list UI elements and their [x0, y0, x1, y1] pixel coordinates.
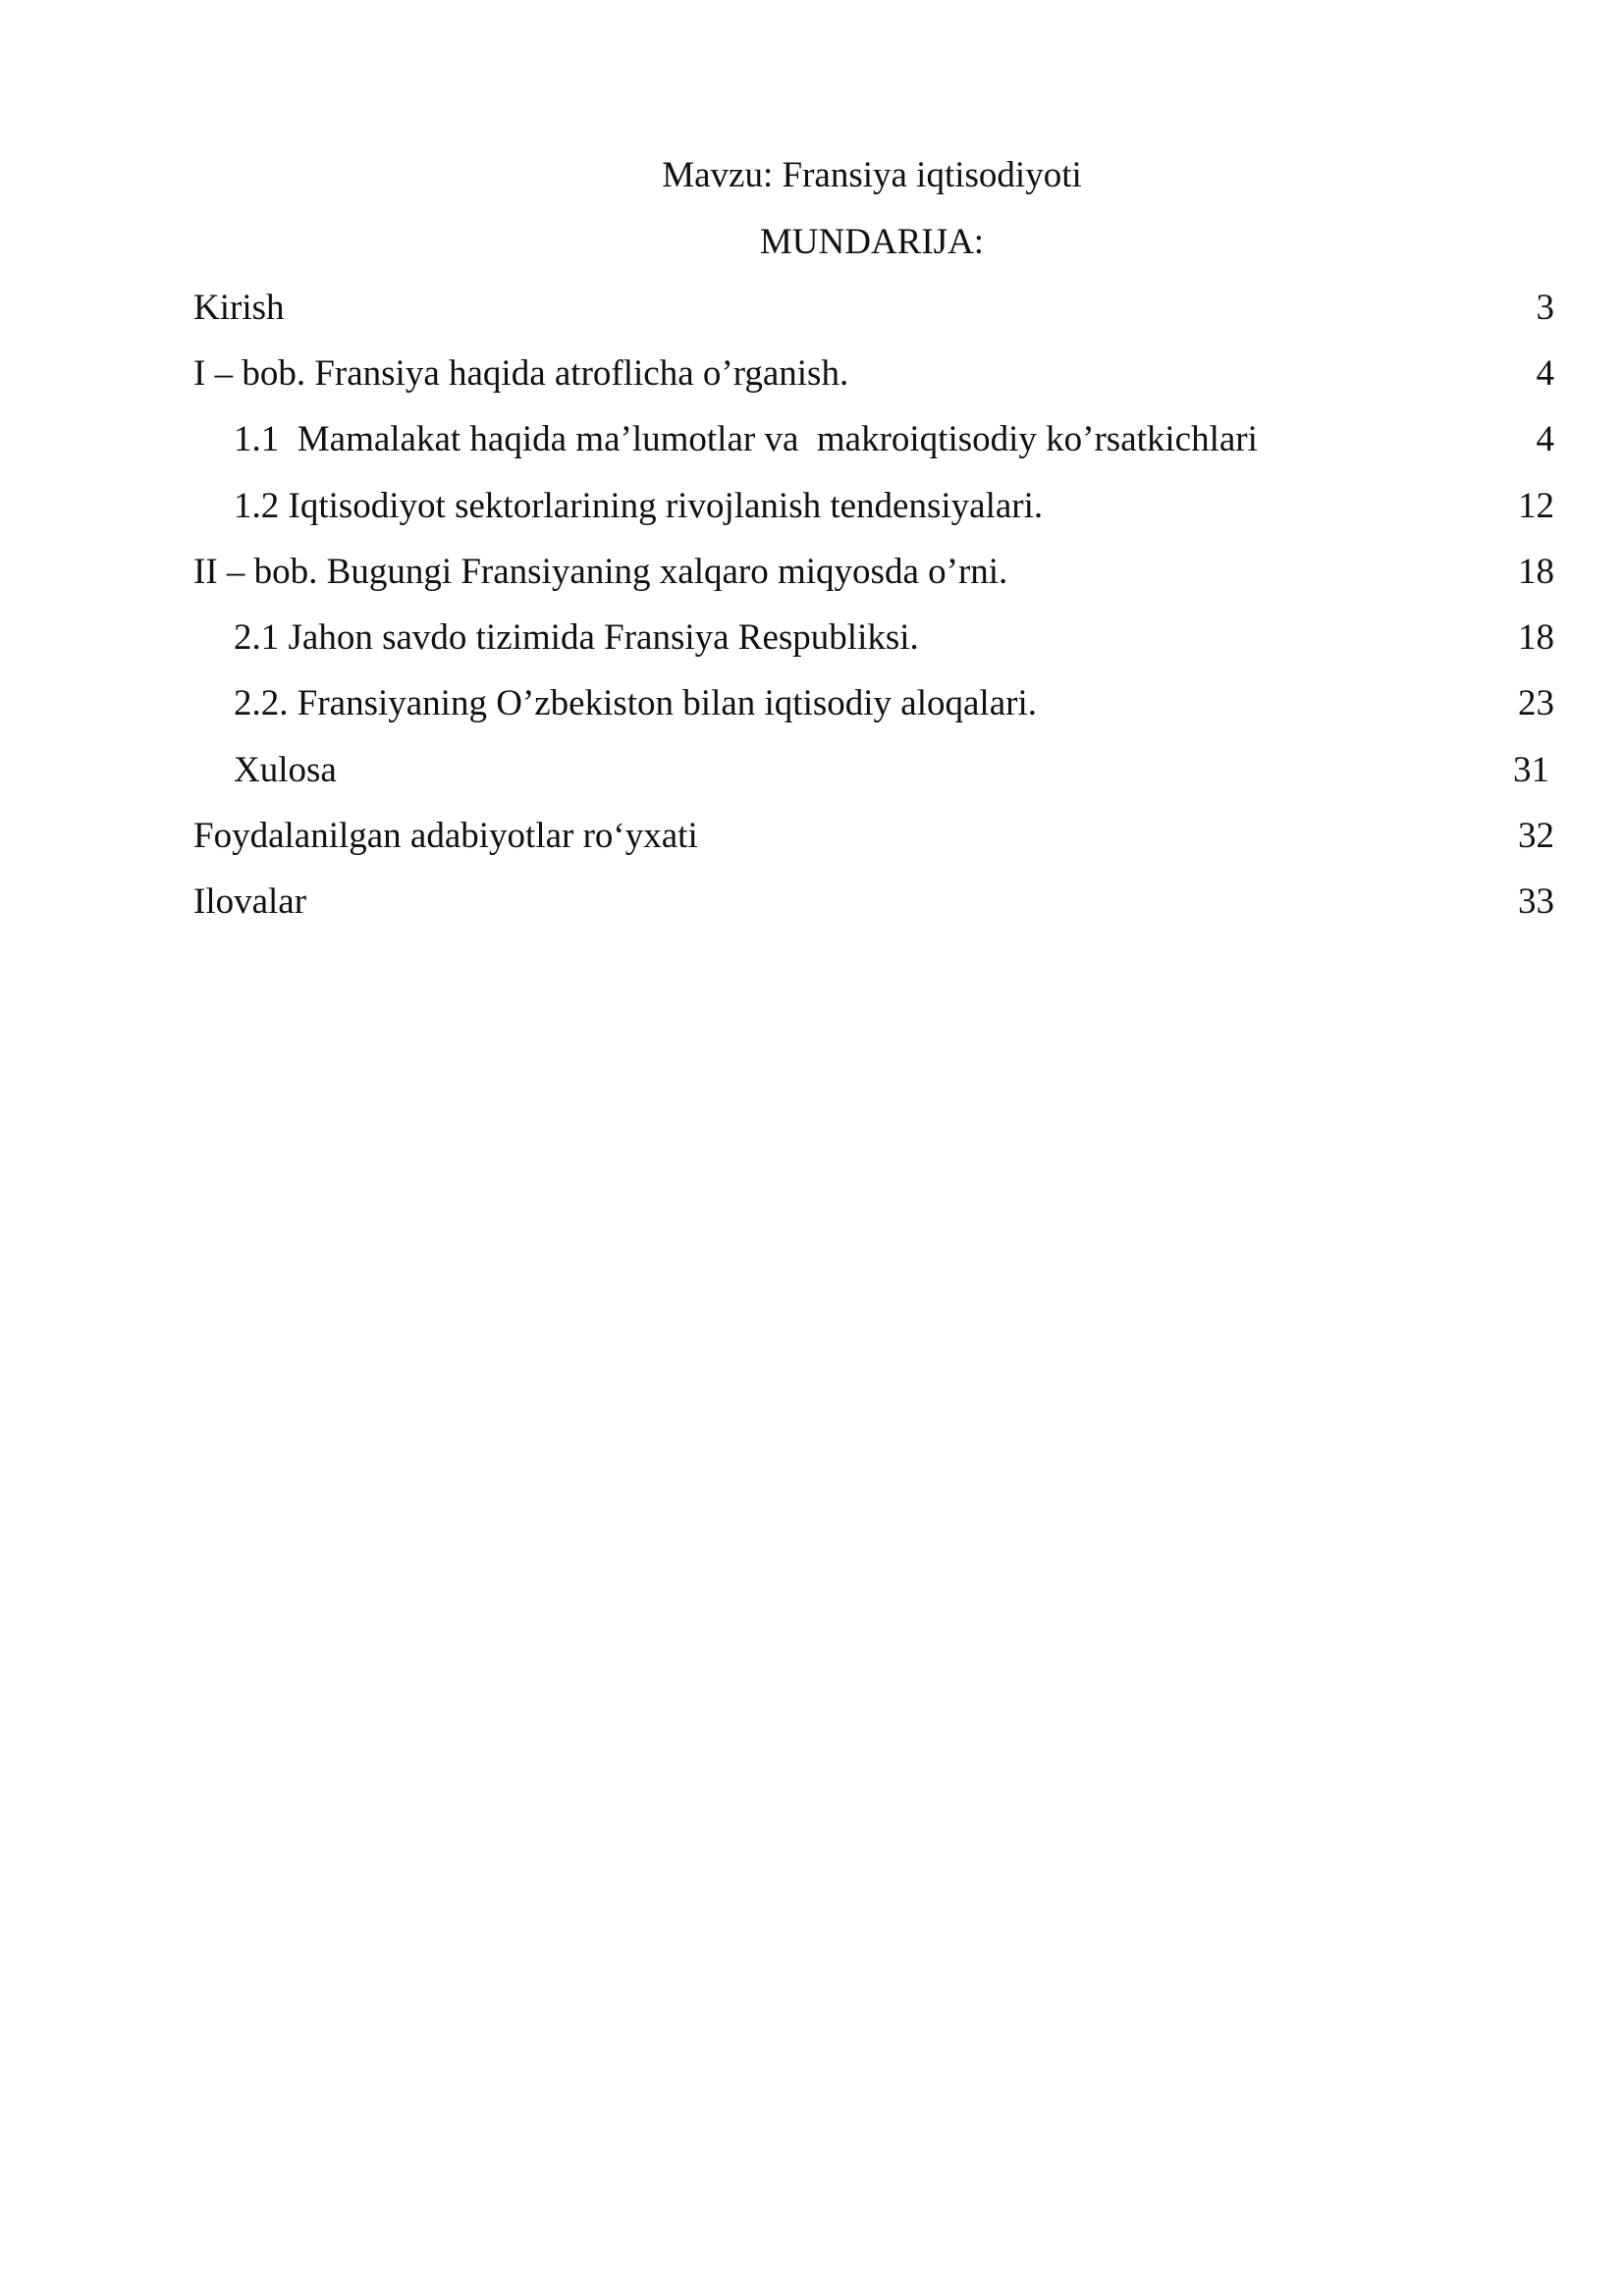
- toc-entry-page: 12: [1518, 486, 1554, 526]
- toc-entry-label: II – bob. Bugungi Fransiyaning xalqaro miqyosda o’rni.: [193, 552, 1008, 592]
- toc-entry-page: 33: [1518, 881, 1554, 922]
- toc-entry-chapter-2: [193, 551, 1554, 594]
- toc-entry-section-1-1: [193, 418, 1554, 461]
- toc-entry-label: 1.2 Iqtisodiyot sektorlarining rivojlanish tendensiyalari.: [234, 486, 1044, 526]
- toc-entry-label: Kirish: [193, 288, 285, 328]
- toc-entry-label: Ilovalar: [193, 881, 307, 922]
- table-of-contents: [193, 0, 1554, 982]
- toc-entry-chapter-1: [193, 352, 1554, 396]
- toc-entry-section-2-2: [193, 682, 1554, 725]
- toc-entry-label: 1.1 Mamalakat haqida ma’lumotlar va makroiqtisodiy ko’rsatkichlari: [234, 419, 1258, 459]
- toc-entry-section-1-2: [193, 485, 1554, 528]
- toc-entry-label: Foydalanilgan adabiyotlar ro‘yxati: [193, 816, 698, 856]
- toc-entry-page: 3: [1536, 288, 1554, 328]
- toc-entry-page: 4: [1536, 419, 1554, 459]
- toc-entry-kirish: [193, 287, 1554, 330]
- toc-entry-appendices: [193, 881, 1554, 924]
- toc-entry-label: 2.1 Jahon savdo tizimida Fransiya Respubliksi.: [234, 617, 919, 658]
- toc-entry-page: 31: [1513, 750, 1549, 790]
- toc-entry-label: I – bob. Fransiya haqida atroflicha o’rganish.: [193, 353, 849, 394]
- toc-entry-page: 4: [1536, 353, 1554, 394]
- toc-entry-page: 18: [1518, 617, 1554, 658]
- toc-entry-label: Xulosa: [234, 750, 337, 790]
- toc-entry-section-2-1: [193, 616, 1554, 660]
- toc-entry-page: 23: [1518, 683, 1554, 723]
- toc-entry-label: 2.2. Fransiyaning O’zbekiston bilan iqtisodiy aloqalari.: [234, 683, 1037, 723]
- toc-entry-xulosa: [193, 749, 1554, 792]
- toc-entry-page: 18: [1518, 552, 1554, 592]
- toc-entry-references: [193, 815, 1554, 858]
- document-subject: Mavzu: Fransiya iqtisodiyoti: [662, 155, 1082, 195]
- toc-heading: MUNDARIJA:: [759, 222, 985, 262]
- toc-entry-page: 32: [1518, 816, 1554, 856]
